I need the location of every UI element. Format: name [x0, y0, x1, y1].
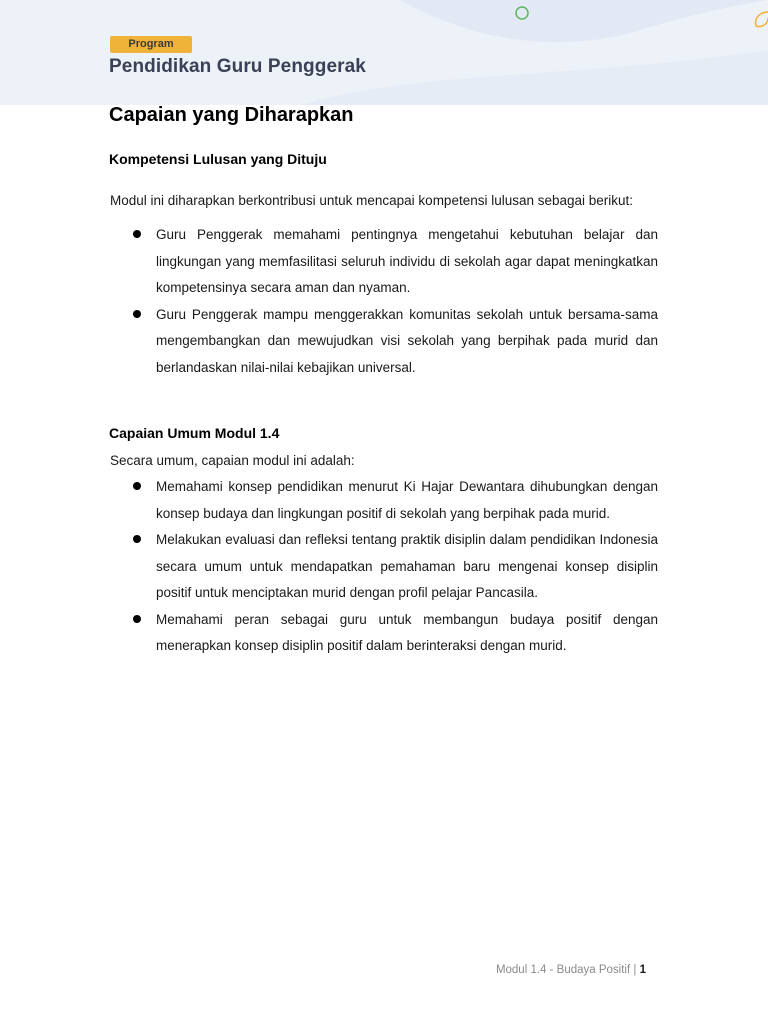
bullet-icon [133, 482, 141, 490]
outcome-list [110, 474, 658, 660]
bullet-icon [133, 230, 141, 238]
footer-module-name: Modul 1.4 - Budaya Positif [495, 964, 631, 976]
section-intro-kompetensi: Modul ini diharapkan berkontribusi untuk mencapai kompetensi lulusan sebagai berikut: [110, 193, 634, 208]
bullet-icon [133, 535, 141, 543]
section-title-kompetensi: Kompetensi Lulusan yang Dituju [109, 151, 327, 167]
bullet-icon [133, 615, 141, 623]
section-title-capaian: Capaian Umum Modul 1.4 [109, 425, 280, 441]
list-item: Guru Penggerak mampu menggerakkan komunitas sekolah untuk bersama-sama mengembangkan dan mewujudkan visi sekolah yang berpihak pada murid dan berlandaskan nilai-nilai kebajikan universal. [110, 302, 658, 382]
page-footer [496, 964, 646, 976]
section-intro-capaian: Secara umum, capaian modul ini adalah: [110, 453, 355, 468]
page-heading: Capaian yang Diharapkan [109, 104, 354, 126]
competency-list [110, 222, 658, 381]
program-title: Pendidikan Guru Penggerak [109, 56, 366, 77]
header-banner [0, 0, 768, 105]
program-badge: Program [110, 36, 192, 53]
leaf-decoration-icon [756, 12, 768, 27]
page-number: 1 [639, 964, 646, 976]
bullet-icon [133, 310, 141, 318]
list-item: Memahami konsep pendidikan menurut Ki Hajar Dewantara dihubungkan dengan konsep budaya dan lingkungan positif di sekolah yang berpihak pada murid. [110, 474, 658, 527]
list-item: Melakukan evaluasi dan refleksi tentang praktik disiplin dalam pendidikan Indonesia secara umum untuk mendapatkan pemahaman baru mengenai konsep disiplin positif untuk menciptakan murid dengan profil pelajar Pancasila. [110, 527, 658, 607]
footer-separator: | [633, 964, 637, 976]
list-item: Guru Penggerak memahami pentingnya mengetahui kebutuhan belajar dan lingkungan yang memfasilitasi seluruh individu di sekolah agar dapat meningkatkan kompetensinya secara aman dan nyaman. [110, 222, 658, 302]
list-item: Memahami peran sebagai guru untuk membangun budaya positif dengan menerapkan konsep disiplin positif dalam berinteraksi dengan murid. [110, 607, 658, 660]
